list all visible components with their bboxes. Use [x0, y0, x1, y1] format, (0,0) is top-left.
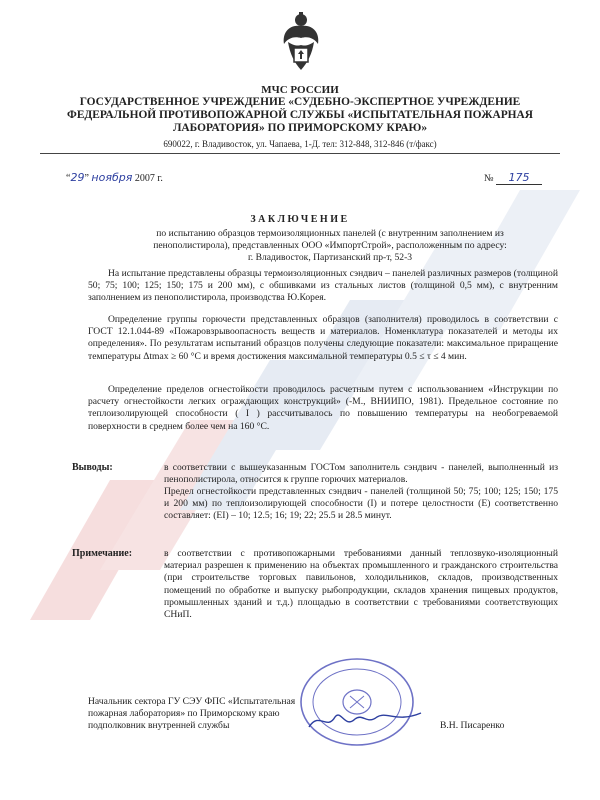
document-subject: по испытанию образцов термоизоляционных панелей (с внутренним заполнением из пенополистирола), представленных ООО «ИмпортСтрой», расположенным по адресу: г. Владивосток, Партизанский пр-т, 52-3: [153, 228, 507, 263]
signatory-name: В.Н. Писаренко: [440, 720, 505, 731]
organization-name: ГОСУДАРСТВЕННОЕ УЧРЕЖДЕНИЕ «СУДЕБНО-ЭКСПЕРТНОЕ УЧРЕЖДЕНИЕ ФЕДЕРАЛЬНОЙ ПРОТИВОПОЖАРНОЙ СЛУЖБЫ «ИСПЫТАТЕЛЬНАЯ ПОЖАРНАЯ ЛАБОРАТОРИЯ» ПО ПРИМОРСКОМУ КРАЮ»: [67, 96, 533, 134]
date-month: ноября: [91, 171, 133, 184]
document-date: “29” ноября 2007 г.: [66, 171, 163, 184]
ministry-name: МЧС РОССИИ: [261, 84, 339, 96]
paragraph-fire-resistance: Определение пределов огнестойкости проводилось расчетным путем с использованием «Инструкции по расчету огнестойкости легких ограждающих конструкций» (-М., ВНИИПО, 1981). Предельное состояние по теплоизолирующей способности ( I ) рассчитывалось по повышению температуры на необогреваемой поверхности в среднем более чем на 160 °С.: [88, 384, 558, 432]
date-day: 29: [70, 171, 85, 184]
conclusions-text-2: Предел огнестойкости представленных сэндвич - панелей (толщиной 50; 75; 100; 125; 150; 175 и 200 мм) по теплоизолирующей способности (I) и потере целостности (Е) соответственно составляет: (EI) – 10; 12.5; 16; 19; 22; 25.5 и 28.5 минут.: [164, 486, 558, 522]
date-year: 2007 г.: [134, 173, 163, 184]
conclusions-label: Выводы:: [72, 462, 113, 473]
note-text: в соответствии с противопожарными требованиями данный теплозвуко-изоляционный материал разрешен к применению на объектах промышленного и гражданского строительства (при строительстве торговых павильонов, холодильников, складов, производственных помещений по обработке и выпуску рыбопродукции, складов хранения пищевых продуктов, промышленных зданий и т.д.) площадью в соответствии с требованиями соответствующих СНиП.: [164, 548, 558, 621]
number-prefix: №: [484, 173, 494, 184]
header-divider: [40, 153, 560, 154]
signatory-position: Начальник сектора ГУ СЭУ ФПС «Испытательная пожарная лаборатория» по Приморскому краю подполковник внутренней службы: [88, 696, 296, 731]
handwritten-signature: [305, 705, 425, 735]
number-value: 175: [496, 171, 542, 185]
document-number: [484, 171, 542, 185]
organization-address: 690022, г. Владивосток, ул. Чапаева, 1-Д. тел: 312-848, 312-846 (т/факс): [163, 139, 437, 149]
conclusions-text-1: в соответствии с вышеуказанным ГОСТом заполнитель сэндвич - панелей, выполненный из пенополистирола, относится к группе горючих материалов.: [164, 462, 558, 486]
paragraph-flammability: Определение группы горючести представленных образцов (заполнителя) проводилось в соответствии с ГОСТ 12.1.044-89 «Пожаровзрывоопасность веществ и материалов. Номенклатура показателей и методы их определения». По результатам испытаний образцов получены следующие показатели: максимальное приращение температуры Δtmax ≥ 60 °С и время достижения максимальной температуры 0.5 ≤ τ ≤ 4 мин.: [88, 314, 558, 362]
document-title: ЗАКЛЮЧЕНИЕ: [250, 214, 350, 225]
paragraph-samples: На испытание представлены образцы термоизоляционных сэндвич – панелей различных размеров (толщиной 50; 75; 100; 125; 150; 175 и 200 мм), с обшивками из стальных листов (толщиной 0,5 мм), с внутренним заполнением из пенополистирола, производства Ю.Корея.: [88, 268, 558, 304]
note-label: Примечание:: [72, 548, 133, 559]
emblem-icon: [280, 12, 322, 74]
